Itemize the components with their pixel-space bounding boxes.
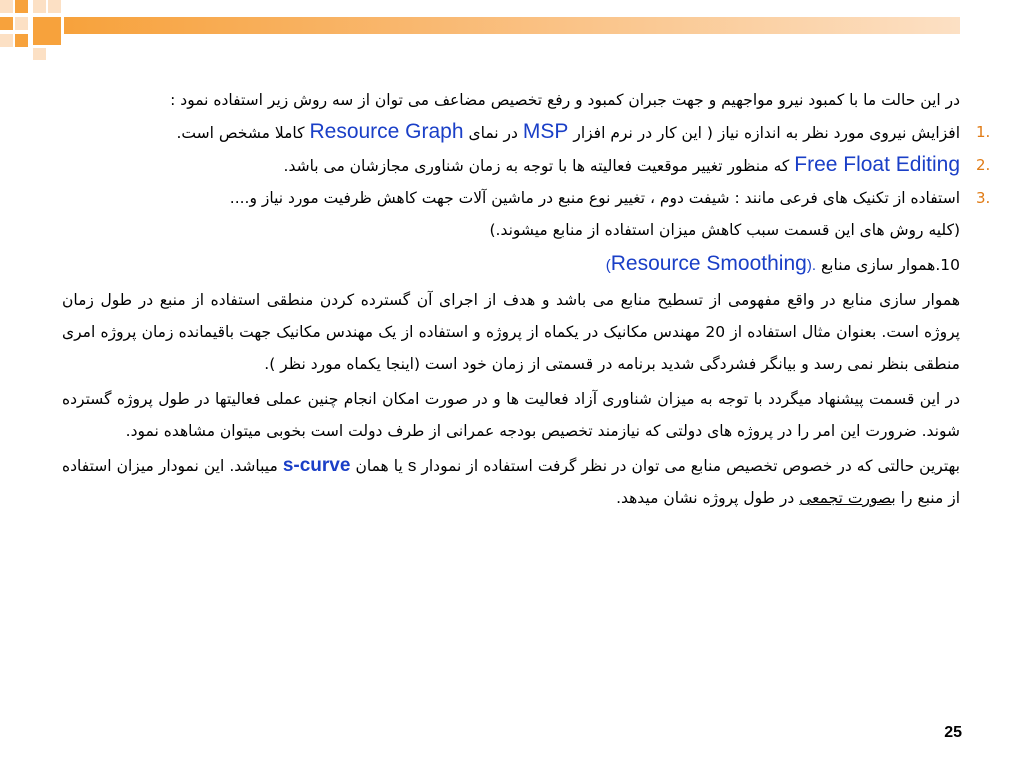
page-number: 25 <box>944 724 962 741</box>
term-free-float-editing: Free Float Editing <box>794 153 960 176</box>
paragraph-1: هموار سازی منابع در واقع مفهومی از تسطیح منابع می باشد و هدف از اجرای آن گسترده کردن منطقی استفاده از منبع در طول زمان پروژه است. بعنوان مثال استفاده از 20 مهندس مکانیک در یکماه از پروژه و استفاده از یک مهندس مکانیک جهت باقیمانده زمان پروژه امری منطقی بنظر نمی رسد و بیانگر فشردگی شدید برنامه در قسمتی از زمان خود است (اینجا یکماه مورد نظر ). <box>62 291 960 373</box>
underlined-phrase: بصورت تجمعی <box>799 489 896 507</box>
list-number: 2. <box>976 156 991 174</box>
paragraph-2: در این قسمت پیشنهاد میگردد با توجه به میزان شناوری آزاد فعالیت ها و در صورت امکان انجام چنین عملی فعالیتها در طول پروژه گسترده شوند. ضرورت این امر را در پروژه های دولتی که نیازمند تخصیص بودجه عمرانی از طرف دولت است بخوبی میتوان مشاهده نمود. <box>62 390 960 440</box>
intro-text: در این حالت ما با کمبود نیرو مواجهیم و جهت جبران کمبود و رفع تخصیص مضاعف می توان از سه روش زیر استفاده نمود : <box>170 91 960 109</box>
term-resource-graph: Resource Graph <box>309 120 464 143</box>
slide-body <box>62 84 991 514</box>
term-msp: MSP <box>522 120 569 143</box>
list-number: 1. <box>976 123 991 141</box>
paragraph-3: بهترین حالتی که در خصوص تخصیص منابع می توان در نظر گرفت استفاده از نمودار s یا همان s-curve میباشد. این نمودار میزان استفاده از منبع را بصورت تجمعی در طول پروژه نشان میدهد. <box>62 455 960 507</box>
list-item-1: 1. افزایش نیروی مورد نظر به اندازه نیاز ( این کار در نرم افزار MSP در نمای Resource Graph کاملا مشخص است. <box>126 116 960 149</box>
term-s-curve: s-curve <box>282 455 351 476</box>
list-item-3: 3. استفاده از تکنیک های فرعی مانند : شیفت دوم ، تغییر نوع منبع در ماشین آلات جهت کاهش ظرفیت مورد نیاز و.... (کلیه روش های این قسمت سبب کاهش میزان استفاده از منابع میشوند.) <box>126 182 960 246</box>
term-resource-smoothing: (Resource Smoothing). <box>605 252 816 275</box>
list-number: 3. <box>976 189 991 207</box>
list-item-2: 2. Free Float Editing که منظور تغییر موقعیت فعالیته ها با توجه به زمان شناوری مجازشان می باشد. <box>126 149 960 182</box>
section-heading: 10.هموار سازی منابع (Resource Smoothing). <box>605 252 960 275</box>
header-bar <box>64 17 960 34</box>
term-s: s <box>407 456 417 475</box>
